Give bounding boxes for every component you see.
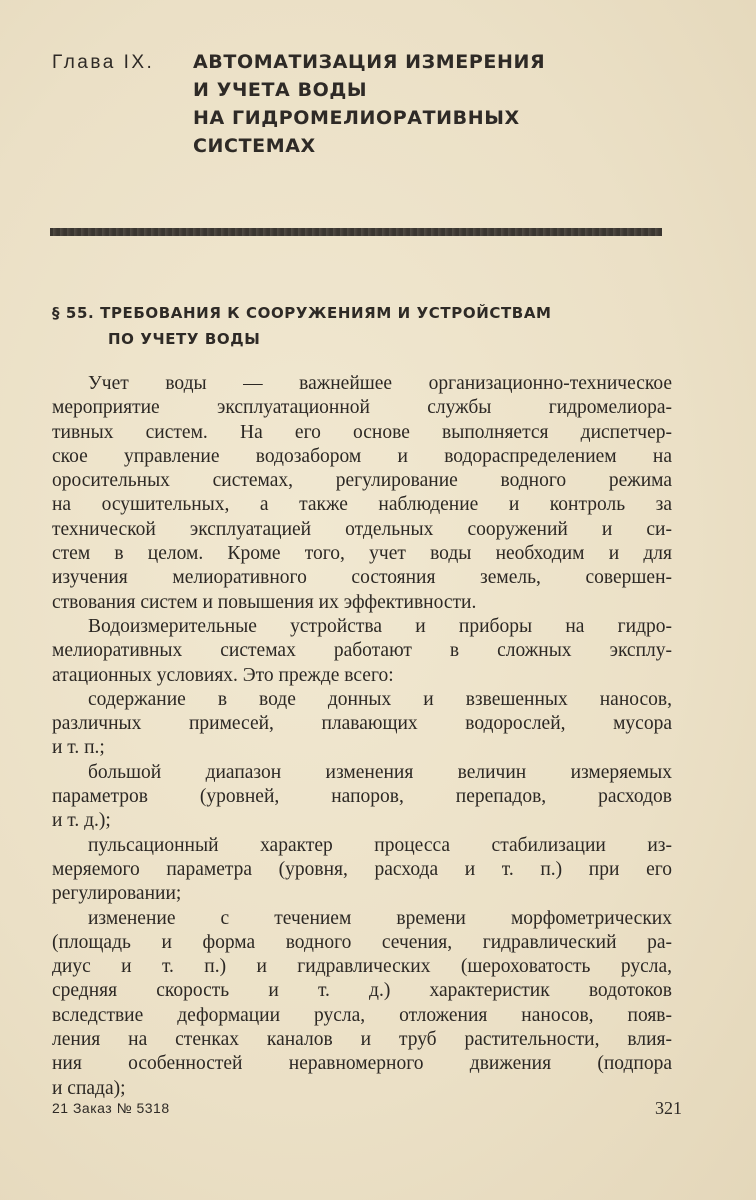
text-line: изучения мелиоративного состояния земель, совершен- xyxy=(52,567,672,589)
text-line: на осушительных, а также наблюдение и контроль за xyxy=(52,494,672,516)
section-heading-line: § 55. ТРЕБОВАНИЯ К СООРУЖЕНИЯМ И УСТРОЙСТВАМ xyxy=(52,304,552,322)
body-text xyxy=(52,372,672,1101)
text-line: большой диапазон изменения величин измеряемых xyxy=(88,761,672,783)
text-line: и спада); xyxy=(52,1077,126,1099)
text-line: Водоизмерительные устройства и приборы на гидро- xyxy=(88,615,672,637)
chapter-title xyxy=(193,48,545,160)
section-heading xyxy=(52,300,552,352)
text-line: ское управление водозабором и водораспределением на xyxy=(52,445,672,467)
text-line: оросительных системах, регулирование водного режима xyxy=(52,470,672,492)
text-line: Учет воды — важнейшее организационно-техническое xyxy=(88,373,672,394)
text-line: и т. д.); xyxy=(52,810,111,832)
text-line: тивных систем. На его основе выполняется диспетчер- xyxy=(52,421,672,443)
text-line: изменение с течением времени морфометрических xyxy=(88,907,672,929)
text-line: ления на стенках каналов и труб растительности, влия- xyxy=(52,1029,672,1051)
chapter-title-line: НА ГИДРОМЕЛИОРАТИВНЫХ xyxy=(193,107,520,129)
text-line: и т. п.; xyxy=(52,737,105,759)
text-line: стем в целом. Кроме того, учет воды необходим и для xyxy=(52,543,672,565)
text-line: ния особенностей неравномерного движения (подпора xyxy=(52,1053,672,1075)
chapter-label: Глава IX. xyxy=(52,52,155,73)
text-line: пульсационный характер процесса стабилизации из- xyxy=(88,834,672,856)
text-line: различных примесей, плавающих водорослей, мусора xyxy=(52,713,672,735)
printer-signature: 21 Заказ № 5318 xyxy=(52,1100,170,1116)
section-heading-line: ПО УЧЕТУ ВОДЫ xyxy=(108,330,261,348)
text-line: вследствие деформации русла, отложения наносов, появ- xyxy=(52,1004,672,1026)
text-line: мероприятие эксплуатационной службы гидромелиора- xyxy=(52,397,672,419)
text-line: атационных условиях. Это прежде всего: xyxy=(52,664,394,686)
chapter-title-line: СИСТЕМАХ xyxy=(193,135,316,157)
decorative-divider xyxy=(50,228,662,236)
text-line: регулировании; xyxy=(52,883,182,905)
text-line: мелиоративных системах работают в сложных эксплу- xyxy=(52,640,672,662)
text-line: технической эксплуатацией отдельных сооружений и си- xyxy=(52,518,672,540)
text-line: ствования систем и повышения их эффективности. xyxy=(52,591,477,613)
chapter-title-line: И УЧЕТА ВОДЫ xyxy=(193,79,368,101)
text-line: (площадь и форма водного сечения, гидравлический ра- xyxy=(52,931,672,953)
text-line: средняя скорость и т. д.) характеристик водотоков xyxy=(52,980,672,1002)
chapter-title-line: АВТОМАТИЗАЦИЯ ИЗМЕРЕНИЯ xyxy=(193,51,546,73)
text-line: диус и т. п.) и гидравлических (шероховатость русла, xyxy=(52,956,672,978)
text-line: параметров (уровней, напоров, перепадов, расходов xyxy=(52,786,672,808)
page-number: 321 xyxy=(655,1098,682,1118)
text-line: меряемого параметра (уровня, расхода и т. п.) при его xyxy=(52,858,672,880)
text-line: содержание в воде донных и взвешенных наносов, xyxy=(88,688,672,710)
